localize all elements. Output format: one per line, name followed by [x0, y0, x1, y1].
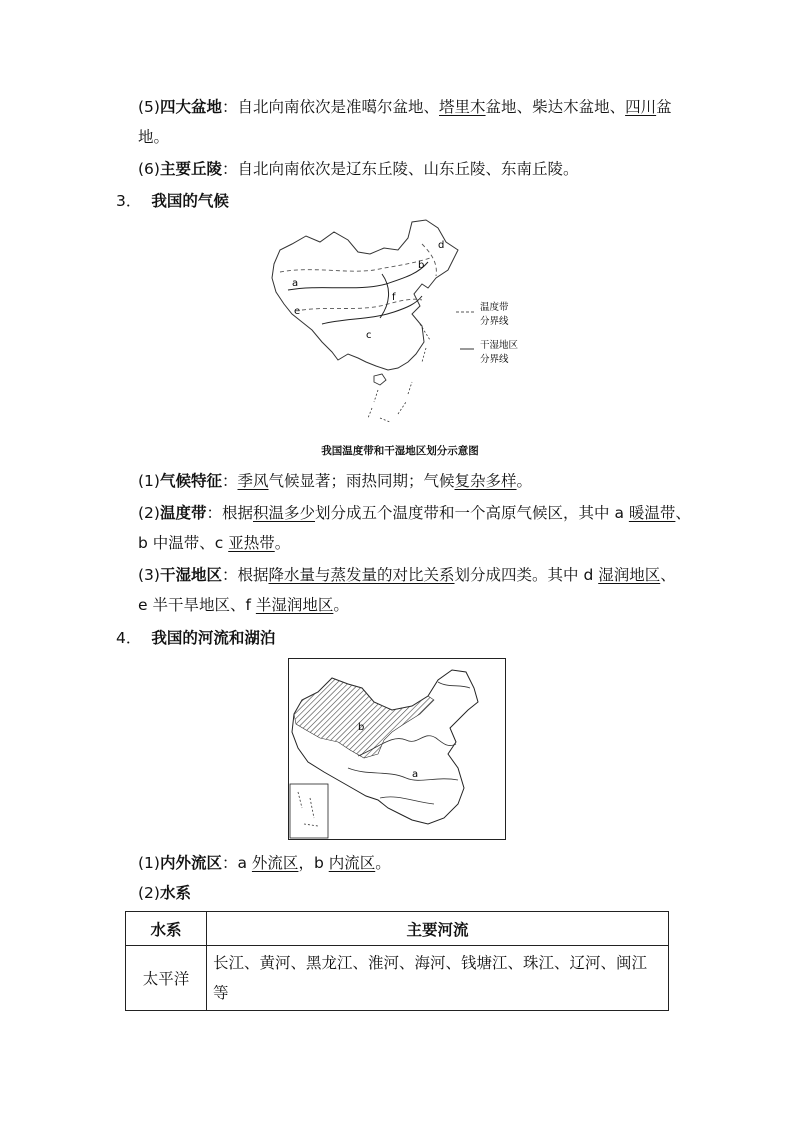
hainan-island: [374, 374, 386, 385]
drainage-area-label: 内外流区: [159, 854, 222, 872]
column-header-system: 水系: [126, 912, 207, 946]
basin-qaidam: 柴达木盆地: [532, 98, 610, 116]
dry-wet-text-2: e 半干旱地区、f: [138, 596, 256, 614]
dry-wet-boundary-3: [380, 274, 389, 318]
period: 。: [375, 854, 391, 872]
answer-subtropical: 亚热带: [228, 534, 275, 552]
south-sea-inset: [290, 784, 328, 838]
separator: 、: [609, 98, 626, 116]
separator: 、: [516, 98, 533, 116]
item-number: (3): [138, 566, 160, 584]
map-label-f: f: [392, 292, 396, 303]
heading-number: 4．: [116, 629, 142, 647]
legend-temperature-line1: 温度带: [480, 302, 509, 313]
answer-interior-drainage: 内流区: [328, 854, 376, 872]
separator: 、: [423, 98, 440, 116]
answer-exterior-drainage: 外流区: [251, 854, 299, 872]
temperature-zone-text: 划分成五个温度带和一个高原气候区，其中 a: [315, 504, 629, 522]
climate-features-text: 气候显著；雨热同期；气候: [268, 472, 455, 490]
column-header-rivers: 主要河流: [207, 912, 669, 946]
period: 。: [516, 472, 533, 490]
period: 。: [333, 596, 349, 614]
water-system-table: [125, 911, 669, 1011]
temperature-zone-label: 温度带: [159, 504, 207, 522]
hills-line: [138, 158, 579, 180]
section-heading-climate: [116, 190, 229, 212]
basins-line-cont: [138, 126, 169, 148]
water-system-line: [138, 882, 191, 904]
map-label-a: a: [412, 769, 419, 780]
temperature-zone-line: [138, 502, 691, 524]
dry-wet-text: 划分成四类。其中 d: [454, 566, 599, 584]
south-sea-boundary: [368, 382, 412, 422]
hills-label: 主要丘陵: [159, 160, 222, 178]
china-outline: [272, 220, 458, 370]
table-row: [126, 946, 669, 1011]
separator: ，b: [298, 854, 329, 872]
answer-sichuan: 四川: [625, 98, 657, 116]
climate-zone-map: [262, 214, 532, 436]
item-number: (1): [138, 854, 160, 872]
map-label-b: b: [418, 260, 425, 271]
map-label-c: c: [366, 330, 372, 341]
dry-wet-line-2: [138, 594, 349, 616]
basins-label: 四大盆地: [159, 98, 222, 116]
legend-temperature-line2: 分界线: [480, 316, 509, 327]
basins-line: [138, 96, 672, 118]
dry-wet-boundary-1: [288, 262, 428, 290]
basin-suffix: 盆地: [485, 98, 517, 116]
section-heading-rivers: [116, 627, 275, 649]
separator: ：: [221, 472, 238, 490]
dry-wet-label: 干湿地区: [159, 566, 222, 584]
answer-tarim: 塔里木: [439, 98, 486, 116]
map-label-e: e: [294, 306, 301, 317]
separator: 、: [675, 504, 691, 522]
water-system-label: 水系: [159, 884, 191, 902]
item-number: (2): [138, 504, 160, 522]
answer-warm-temperate: 暖温带: [628, 504, 676, 522]
drainage-map: [288, 658, 506, 840]
separator: ：a: [221, 854, 252, 872]
answer-semi-humid: 半湿润地区: [255, 596, 334, 614]
answer-monsoon: 季风: [237, 472, 269, 490]
item-number: (5): [138, 98, 160, 116]
separator: ：根据: [221, 566, 269, 584]
climate-features-label: 气候特征: [159, 472, 222, 490]
table-header-row: [126, 912, 669, 946]
answer-complex-diverse: 复杂多样: [454, 472, 517, 490]
map-caption: 我国温度带和干湿地区划分示意图: [321, 445, 479, 457]
coast-dash: [420, 324, 430, 362]
climate-features-line: [138, 470, 532, 492]
temperature-zone-line-2: [138, 532, 290, 554]
basins-continuation: 地。: [138, 128, 170, 146]
heading-number: 3．: [116, 192, 142, 210]
separator: ：根据: [206, 504, 253, 522]
separator: 、: [660, 566, 676, 584]
hills-text: ：自北向南依次是辽东丘陵、山东丘陵、东南丘陵。: [221, 160, 579, 178]
map-label-a: a: [292, 278, 299, 289]
answer-precipitation-evaporation: 降水量与蒸发量的对比关系: [268, 566, 455, 584]
basin-suffix: 盆: [656, 98, 672, 116]
period: 。: [274, 534, 291, 552]
map-label-b: b: [358, 722, 365, 733]
drainage-area-line: [138, 852, 391, 874]
legend-drywet-line1: 干湿地区: [480, 340, 519, 351]
legend-drywet-line2: 分界线: [480, 354, 509, 365]
temperature-zone-text-2: b 中温带、c: [138, 534, 229, 552]
basin-junggar: 准噶尔盆地: [346, 98, 424, 116]
answer-accumulated-temperature: 积温多少: [253, 504, 316, 522]
cell-system: 太平洋: [126, 946, 207, 1011]
temperature-boundary-1: [280, 258, 430, 272]
map-label-d: d: [438, 240, 445, 251]
item-number: (2): [138, 884, 160, 902]
heading-title: 我国的气候: [151, 192, 229, 210]
item-number: (1): [138, 472, 160, 490]
heading-title: 我国的河流和湖泊: [151, 629, 276, 647]
basins-intro: ：自北向南依次是: [221, 98, 346, 116]
cell-rivers: 长江、黄河、黑龙江、淮河、海河、钱塘江、珠江、辽河、闽江等: [207, 946, 669, 1011]
answer-humid: 湿润地区: [598, 566, 661, 584]
dry-wet-line: [138, 564, 676, 586]
item-number: (6): [138, 160, 160, 178]
